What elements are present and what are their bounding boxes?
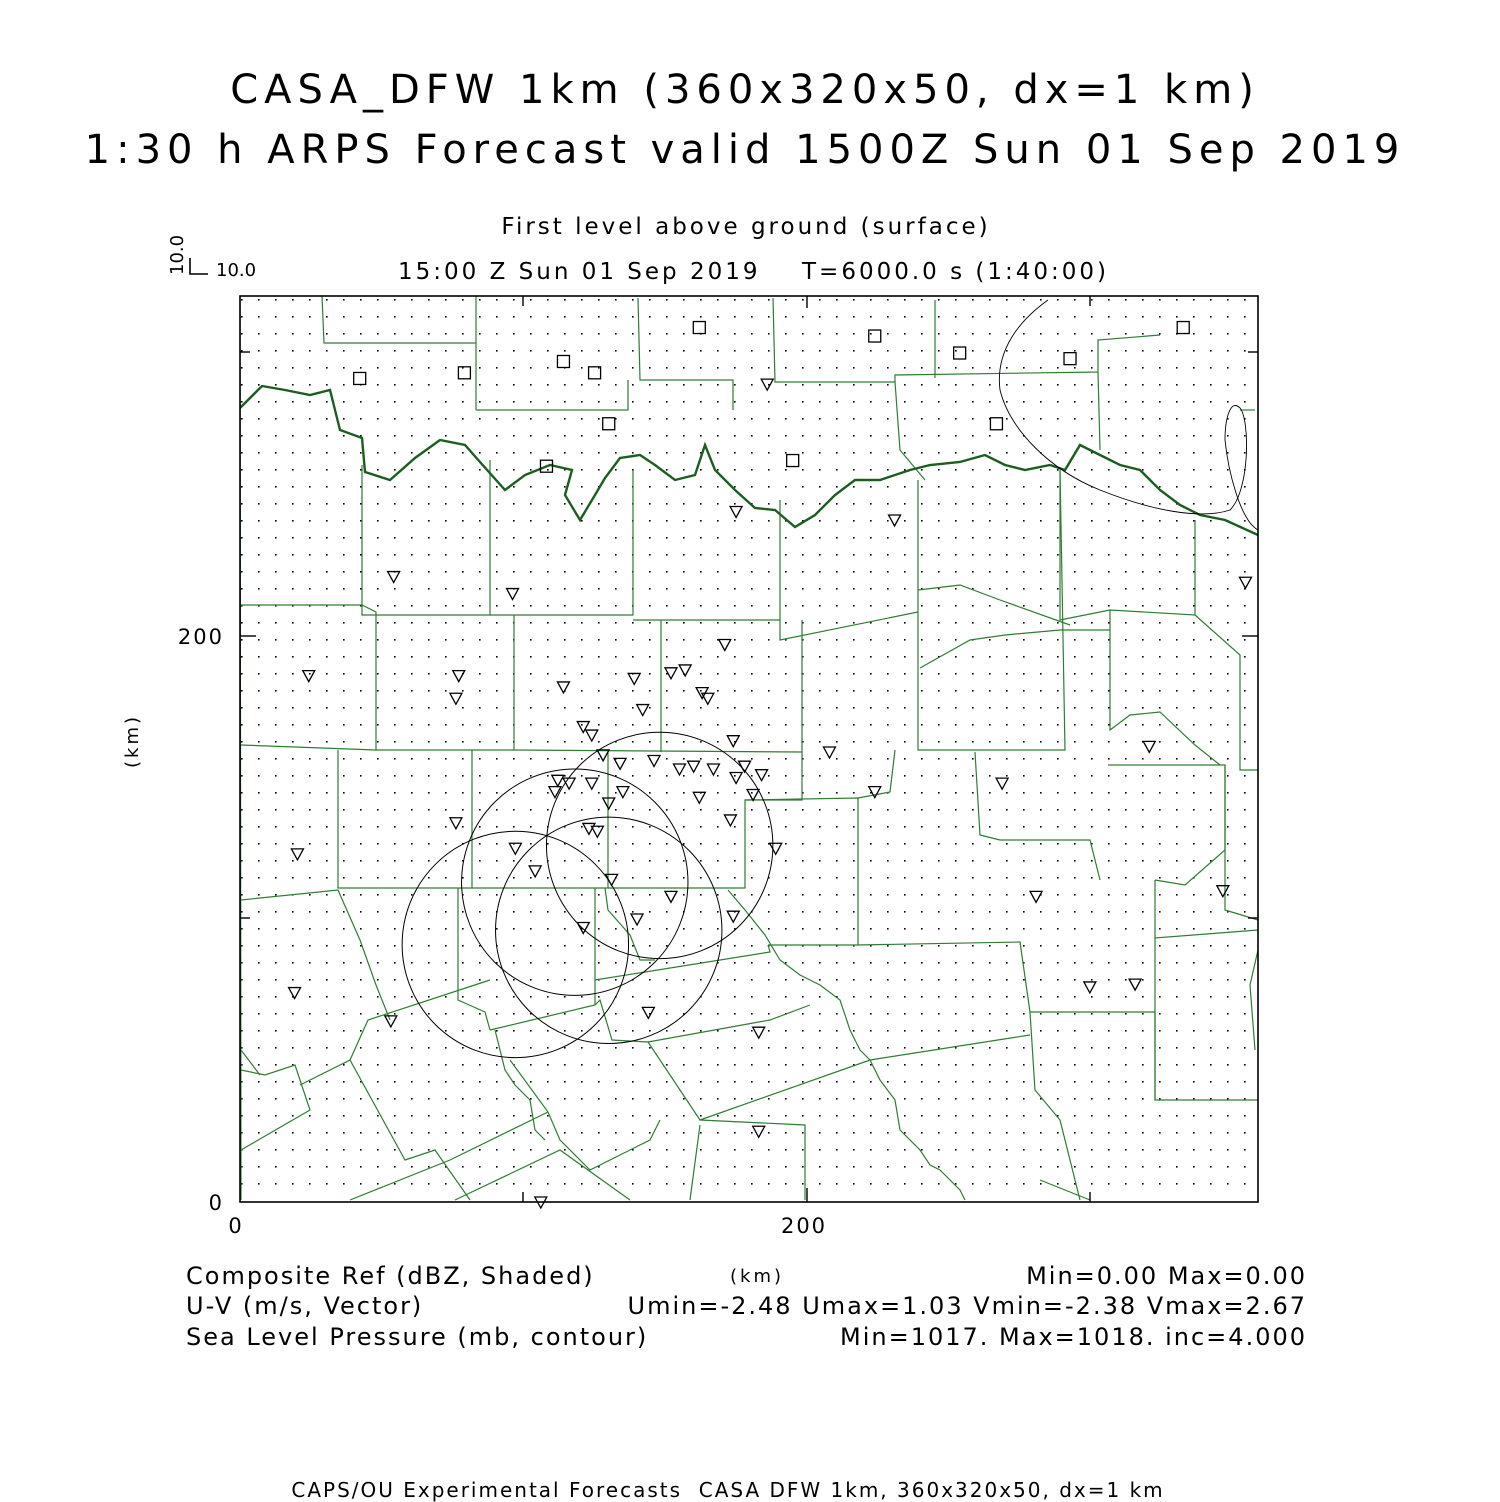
vector-key-y-label: 10.0 [167, 234, 188, 275]
chart-title-line2: 1:30 h ARPS Forecast valid 1500Z Sun 01 Sep 2019 [84, 127, 1406, 173]
chart-title-line1: CASA_DFW 1km (360x320x50, dx=1 km) [230, 67, 1260, 113]
ref-legend-stats: Min=0.00 Max=0.00 [1026, 1262, 1307, 1290]
y-axis-label: (km) [122, 713, 143, 768]
y-tick-label-200: 200 [177, 625, 224, 649]
level-subtitle: First level above ground (surface) [501, 214, 991, 240]
x-tick-label-0: 0 [228, 1214, 244, 1238]
x-axis-label: (km) [730, 1266, 785, 1287]
footer-credit: CAPS/OU Experimental Forecasts CASA DFW 1km, 360x320x50, dx=1 km [291, 1478, 1165, 1502]
ref-legend-label: Composite Ref (dBZ, Shaded) [186, 1262, 595, 1290]
uv-legend-stats: Umin=-2.48 Umax=1.03 Vmin=-2.38 Vmax=2.67 [627, 1292, 1307, 1320]
uv-legend-label: U-V (m/s, Vector) [186, 1292, 424, 1320]
vector-key [167, 235, 256, 281]
x-tick-label-200: 200 [780, 1214, 828, 1238]
slp-legend-stats: Min=1017. Max=1018. inc=4.000 [840, 1323, 1307, 1351]
y-tick-label-0: 0 [208, 1191, 224, 1215]
vector-key-x-label: 10.0 [216, 260, 257, 281]
slp-legend-label: Sea Level Pressure (mb, contour) [186, 1323, 649, 1351]
forecast-time-label: T=6000.0 s (1:40:00) [802, 259, 1110, 285]
valid-time-label: 15:00 Z Sun 01 Sep 2019 [398, 259, 761, 285]
